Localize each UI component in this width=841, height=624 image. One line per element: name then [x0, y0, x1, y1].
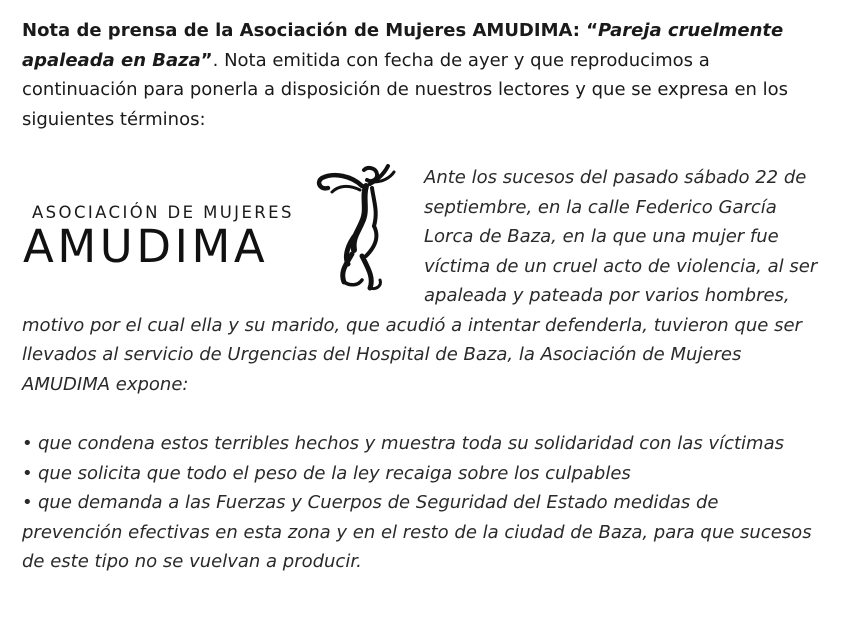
demands-list: [22, 429, 812, 577]
list-item: [22, 429, 812, 459]
list-item: [22, 488, 812, 577]
logo-subtitle: ASOCIACIÓN DE MUJERES: [32, 203, 294, 222]
headline-end: ”: [200, 49, 213, 71]
headline-title: Pareja cruelmente apaleada en Baza: [22, 20, 784, 71]
list-item-text: que condena estos terribles hechos y muestra toda su solidaridad con las víctimas: [38, 433, 784, 454]
list-item-text: que solicita que todo el peso de la ley recaiga sobre los culpables: [38, 462, 631, 484]
headline-start: Nota de prensa de la Asociación de Mujeres AMUDIMA: “: [22, 20, 599, 41]
bullet-icon: •: [22, 462, 33, 484]
logo-title: AMUDIMA: [23, 220, 269, 273]
statement-paragraph: Ante los sucesos del pasado sábado 22 de septiembre, en la calle Federico García Lorca de Baza, en la que una mujer fue víctima de un cruel acto de violencia, al ser apaleada y pateada por varios hombres, motivo por el cual ella y su marido, que acudió a intentar defenderla, tuvieron que ser llevados al servicio de Urgencias del Hospital de Baza, la Asociación de Mujeres AMUDIMA expone:: [22, 167, 818, 395]
article: [22, 16, 830, 577]
amudima-logo: [22, 164, 406, 300]
intro-paragraph: [22, 16, 830, 134]
list-item-text: que demanda a las Fuerzas y Cuerpos de Seguridad del Estado medidas de prevención efectivas en esta zona y en el resto de la ciudad de Baza, para que sucesos de este tipo no se vuelvan a producir.: [22, 492, 812, 572]
intro-text: . Nota emitida con fecha de ayer y que reproducimos a continuación para ponerla a disposición de nuestros lectores y que se expresa en los siguientes términos:: [22, 49, 789, 130]
bullet-icon: •: [22, 492, 33, 513]
bullet-icon: •: [22, 433, 33, 454]
list-item: [22, 459, 812, 489]
